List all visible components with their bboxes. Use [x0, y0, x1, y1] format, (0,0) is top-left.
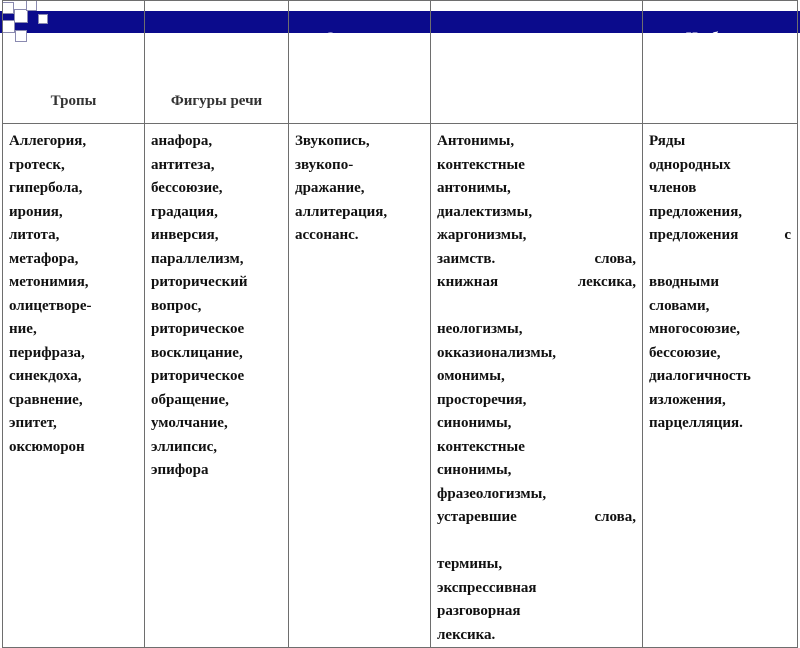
list-item: антонимы,: [437, 180, 511, 196]
list-item: параллелизм,: [151, 250, 244, 267]
header-line: Изобрази-: [685, 30, 755, 46]
list-item: антитеза,: [151, 156, 215, 173]
list-item: эпитет,: [9, 415, 57, 431]
header-row: [3, 1, 798, 124]
list-item: литота,: [9, 227, 60, 243]
list-item: сравнение,: [9, 391, 83, 408]
list-item: Ряды: [649, 133, 686, 149]
header-line: тельные: [691, 51, 749, 67]
list-item: звукопо-: [295, 156, 354, 173]
list-item: бессоюзие,: [649, 344, 721, 361]
header-line: вырази-: [331, 72, 388, 88]
list-item: синонимы,: [437, 415, 512, 431]
list-item: омонимы,: [437, 368, 505, 384]
list-item: лексика.: [437, 626, 496, 643]
list-item: разговорная: [437, 603, 521, 619]
list-item: вопрос,: [151, 297, 202, 314]
header-line: тельности: [324, 93, 395, 109]
header-line: Тропы: [50, 93, 97, 109]
list-item: неологизмы,: [437, 321, 523, 337]
list-item: синонимы,: [437, 462, 512, 478]
list-item: предложения с: [649, 227, 791, 243]
list-item: гротеск,: [9, 156, 65, 173]
list-item: ассонанс.: [295, 227, 359, 243]
list-item: аллитерация,: [295, 203, 388, 220]
cell-figures-of-speech: [145, 124, 289, 648]
list-item: фразеологизмы,: [437, 485, 547, 502]
list-item: эллипсис,: [151, 438, 218, 455]
header-line: возможности: [492, 72, 581, 88]
header-line: возможности: [675, 72, 765, 88]
list-item: риторический: [151, 274, 248, 290]
list-item: однородных: [649, 156, 731, 173]
list-item: риторическое: [151, 368, 245, 384]
list-item: словами,: [649, 297, 710, 314]
list-item: устаревшие слова,: [437, 509, 636, 525]
list-item: инверсия,: [151, 227, 219, 243]
list-item: диалектизмы,: [437, 203, 533, 220]
header-syntactic-means: [643, 1, 798, 124]
header-figures-of-speech: [145, 1, 289, 124]
list-item: заимств. слова,: [437, 250, 636, 267]
header-line: Изобразительные: [476, 51, 597, 67]
header-line: лексики: [508, 93, 565, 109]
list-item: бессоюзие,: [151, 180, 223, 196]
header-line: Фигуры речи: [170, 93, 263, 109]
list-item: гипербола,: [9, 180, 83, 196]
list-item: предложения,: [649, 203, 743, 220]
list-item: книжная лексика,: [437, 274, 636, 290]
list-item: Антонимы,: [437, 133, 515, 149]
list-item: риторическое: [151, 321, 245, 337]
list-item: дражание,: [295, 180, 365, 196]
list-item: синекдоха,: [9, 368, 82, 384]
list-item: анафора,: [151, 133, 213, 149]
list-item: градация,: [151, 203, 218, 220]
list-item: олицетворе-: [9, 297, 92, 314]
cell-sound-means: [289, 124, 431, 648]
list-item: изложения,: [649, 391, 726, 408]
list-item: экспрессивная: [437, 579, 537, 596]
list-item: Звукопись,: [295, 133, 370, 149]
list-item: умолчание,: [151, 415, 228, 431]
list-item: контекстные: [437, 156, 525, 173]
list-item: жаргонизмы,: [437, 227, 527, 243]
list-item: членов: [649, 180, 697, 196]
list-item: диалогичность: [649, 368, 751, 384]
list-item: оксюморон: [9, 438, 85, 455]
list-item: многосоюзие,: [649, 321, 740, 337]
header-line: Звуковые: [326, 30, 393, 46]
list-item: метафора,: [9, 250, 79, 267]
list-item: термины,: [437, 556, 503, 572]
list-item: вводными: [649, 274, 719, 290]
list-item: метонимия,: [9, 274, 89, 290]
list-item: Аллегория,: [9, 133, 87, 149]
cell-syntactic-means: [643, 124, 798, 648]
list-item: парцелляция.: [649, 415, 743, 431]
header-line: синтаксиса: [681, 93, 759, 109]
header-sound-means: [289, 1, 431, 124]
header-line: средства: [330, 51, 389, 67]
list-item: просторечия,: [437, 391, 527, 408]
table-row: [3, 124, 798, 648]
list-item: ирония,: [9, 203, 63, 220]
header-lexical-means: [431, 1, 643, 124]
list-item: контекстные: [437, 438, 525, 455]
list-item: эпифора: [151, 462, 209, 478]
cell-tropes: [3, 124, 145, 648]
header-tropes: [3, 1, 145, 124]
cell-lexical-means: [431, 124, 643, 648]
comparison-table: [2, 0, 798, 648]
list-item: окказионализмы,: [437, 344, 557, 361]
list-item: перифраза,: [9, 344, 85, 361]
list-item: ние,: [9, 321, 37, 337]
list-item: восклицание,: [151, 344, 243, 361]
list-item: обращение,: [151, 391, 229, 408]
